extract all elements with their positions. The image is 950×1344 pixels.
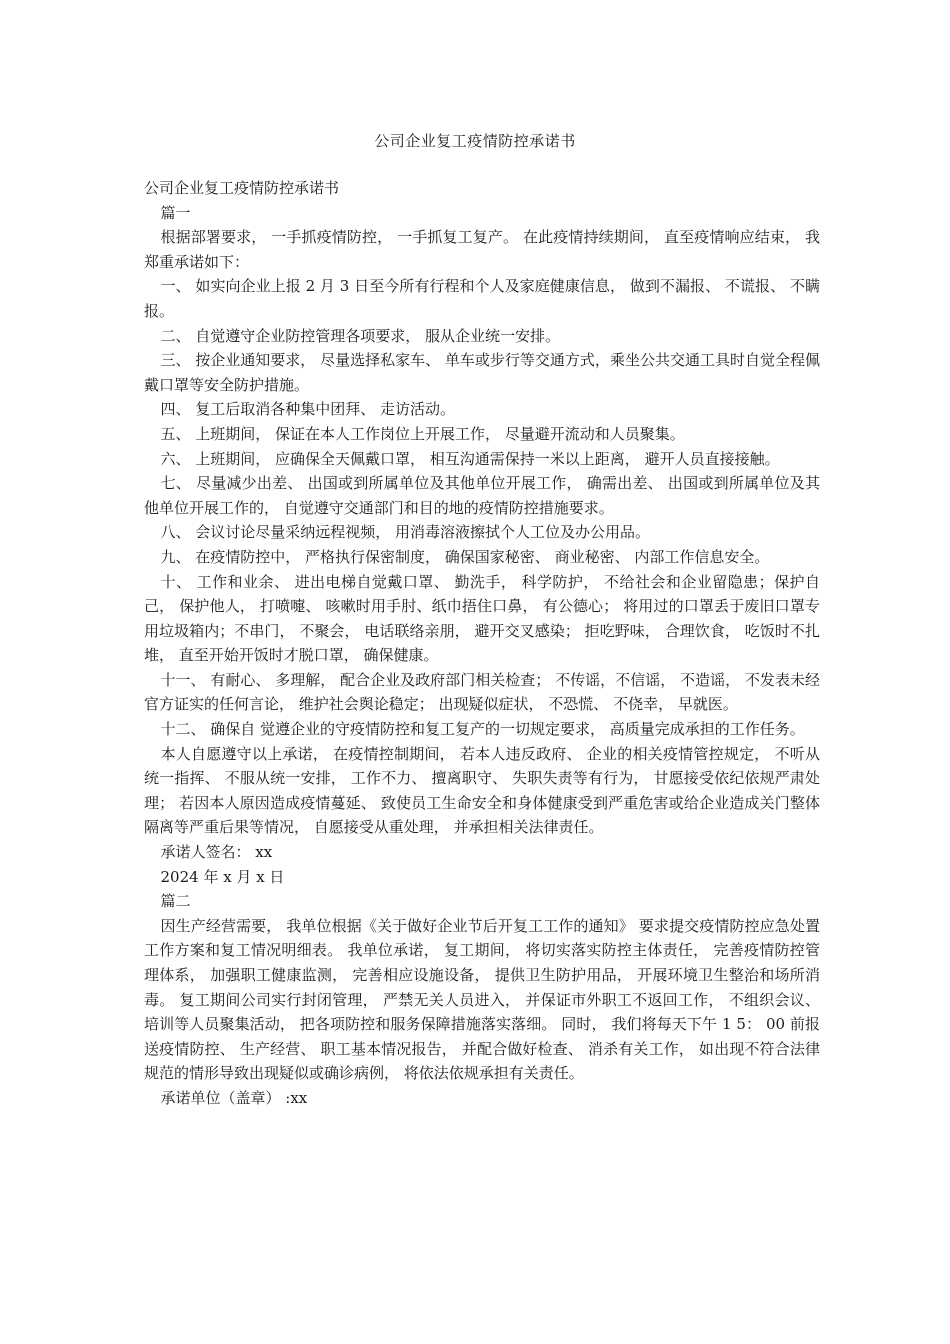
pledge-item-12: 十二、 确保自 觉遵企业的守疫情防控和复工复产的一切规定要求， 高质量完成承担的工作任务。 (160, 720, 805, 739)
body-heading: 公司企业复工疫情防控承诺书 (144, 179, 340, 197)
part1-date: 2024 年 x 月 x 日 (160, 867, 285, 886)
pledge-item-3: 三、 按企业通知要求， 尽量选择私家车、 单车或步行等交通方式，乘坐公共交通工具时自觉全程佩戴口罩等安全防护措施。 (144, 351, 820, 394)
pledge-item-10: 十、 工作和业余、 进出电梯自觉戴口罩、 勤洗手， 科学防护， 不给社会和企业留隐患；保护自己， 保护他人， 打喷嚏、 咳嗽时用手肘、纸巾捂住口鼻， 有公德心； 将用过的口罩丢于废旧口罩专用垃圾箱内；不串门， 不聚会， 电话联络亲朋， 避开交叉感染； 拒吃野味， 合理饮食， 吃饭时不扎堆， 直至开始开饭时才脱口罩， 确保健康。 (144, 572, 820, 665)
pledge-item-11: 十一、 有耐心、 多理解， 配合企业及政府部门相关检查； 不传谣，不信谣， 不造谣， 不发表未经官方证实的任何言论， 维护社会舆论稳定； 出现疑似症状， 不恐慌、 不侥幸， 早就医。 (144, 670, 820, 714)
document-title: 公司企业复工疫情防控承诺书 (374, 132, 576, 150)
part2-body: 因生产经营需要， 我单位根据《关于做好企业节后开复工工作的通知》 要求提交疫情防控应急处置工作方案和复工情况明细表。 我单位承诺， 复工期间， 将切实落实防控主体责任， 完善疫情防控管理体系， 加强职工健康监测， 完善相应设施设备， 提供卫生防护用品， 开展环境卫生整治和场所消毒。 复工期间公司实行封闭管理， 严禁无关人员进入， 并保证市外职工不返回工作， 不组织会议、 培训等人员聚集活动， 把各项防控和服务保障措施落实落细。 同时， 我们将每天下午 1 5： 00 前报送疫情防控、 生产经营、 职工基本情况报告， 并配合做好检查、 消杀有关工作， 如出现不符合法律规范的情形导致出现疑似或确诊病例， 将依法依规承担有关责任。 (144, 916, 820, 1083)
pledge-item-1: 一、 如实向企业上报 2 月 3 日至今所有行程和个人及家庭健康信息， 做到不漏报、 不谎报、 不瞒报。 (144, 277, 820, 320)
pledge-item-7: 七、 尽量减少出差、 出国或到所属单位及其他单位开展工作， 确需出差、 出国或到所属单位及其他单位开展工作的， 自觉遵守交通部门和目的地的疫情防控措施要求。 (144, 474, 820, 517)
part1-intro: 根据部署要求， 一手抓疫情防控， 一手抓复工复产。 在此疫情持续期间， 直至疫情响应结束， 我郑重承诺如下： (144, 228, 820, 271)
part1-label: 篇一 (160, 203, 191, 222)
part2-signature: 承诺单位（盖章） :xx (160, 1088, 308, 1107)
part1-signature: 承诺人签名： xx (160, 843, 273, 862)
pledge-item-8: 八、 会议讨论尽量采纳远程视频， 用消毒溶液擦拭个人工位及办公用品。 (160, 523, 651, 542)
part2-label: 篇二 (160, 892, 191, 911)
pledge-item-6: 六、 上班期间， 应确保全天佩戴口罩， 相互沟通需保持一米以上距离， 避开人员直接接触。 (160, 449, 780, 468)
part1-closing: 本人自愿遵守以上承诺， 在疫情控制期间， 若本人违反政府、 企业的相关疫情管控规定， 不听从统一指挥、 不服从统一安排， 工作不力、 擅离职守、 失职失责等有行为， 甘愿接受依纪依规严肃处理； 若因本人原因造成疫情蔓延、 致使员工生命安全和身体健康受到严重危害或给企业造成关门整体隔离等严重后果等情况， 自愿接受从重处理， 并承担相关法律责任。 (144, 744, 820, 837)
pledge-item-9: 九、 在疫情防控中， 严格执行保密制度， 确保国家秘密、 商业秘密、 内部工作信息安全。 (160, 547, 770, 566)
pledge-item-5: 五、 上班期间， 保证在本人工作岗位上开展工作， 尽量避开流动和人员聚集。 (160, 424, 685, 443)
document-body (144, 176, 820, 1111)
pledge-item-4: 四、 复工后取消各种集中团拜、 走访活动。 (160, 400, 456, 419)
pledge-item-2: 二、 自觉遵守企业防控管理各项要求， 服从企业统一安排。 (160, 326, 561, 345)
